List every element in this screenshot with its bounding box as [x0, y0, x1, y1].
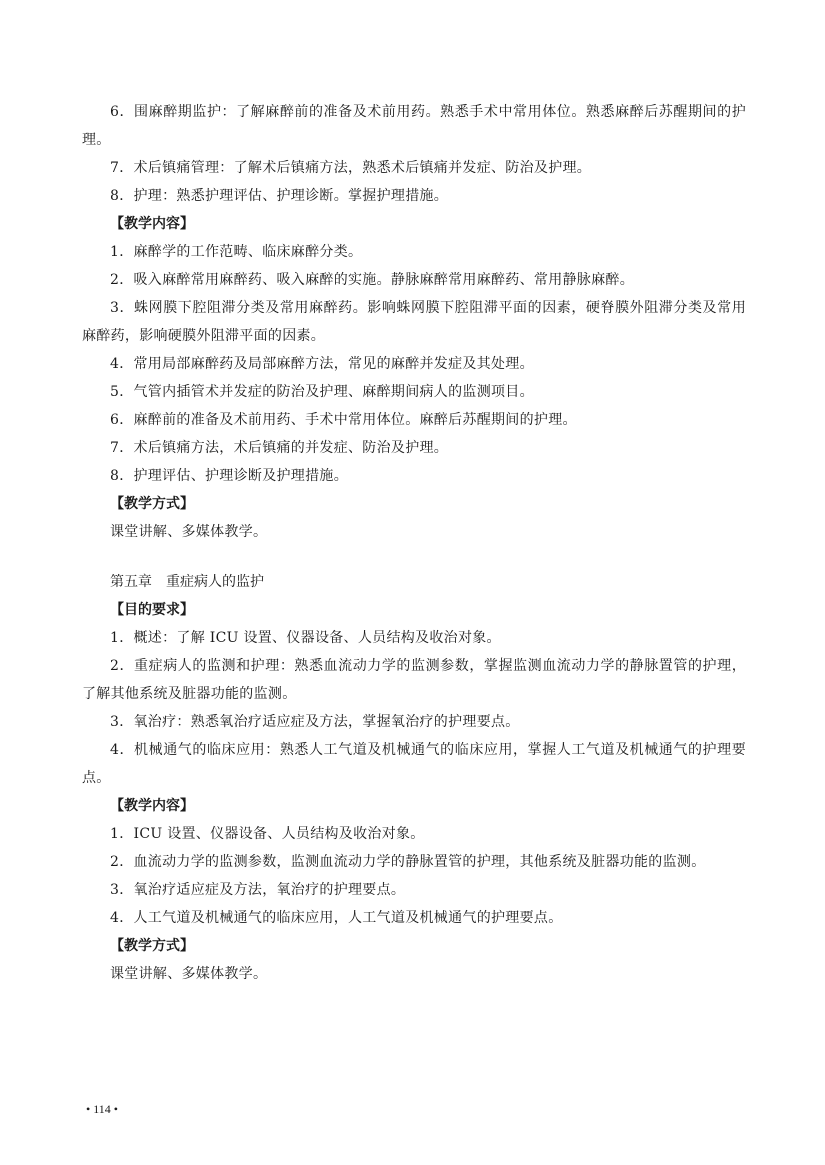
- list-item: 3．氧治疗：熟悉氧治疗适应症及方法，掌握氧治疗的护理要点。: [110, 714, 520, 730]
- list-item: 5．气管内插管术并发症的防治及护理、麻醉期间病人的监测项目。: [110, 384, 534, 400]
- chapter-title: 第五章 重症病人的监护: [110, 574, 264, 590]
- list-item: 4．机械通气的临床应用：熟悉人工气道及机械通气的临床应用，掌握人工气道及机械通气的护理要点。: [82, 742, 746, 786]
- list-item: 7．术后镇痛管理：了解术后镇痛方法，熟悉术后镇痛并发症、防治及护理。: [110, 160, 592, 176]
- goal-heading: 【目的要求】: [110, 602, 194, 618]
- list-item: 1．麻醉学的工作范畴、临床麻醉分类。: [110, 244, 363, 260]
- page-content: [82, 98, 746, 988]
- list-item: 2．重症病人的监测和护理：熟悉血流动力学的监测参数，掌握监测血流动力学的静脉置管的护理，了解其他系统及脏器功能的监测。: [82, 658, 746, 702]
- list-item: 4．人工气道及机械通气的临床应用，人工气道及机械通气的护理要点。: [110, 910, 563, 926]
- content-heading: 【教学内容】: [110, 216, 194, 232]
- list-item: 2．吸入麻醉常用麻醉药、吸入麻醉的实施。静脉麻醉常用麻醉药、常用静脉麻醉。: [110, 272, 635, 288]
- list-item: 8．护理评估、护理诊断及护理措施。: [110, 468, 349, 484]
- list-item: 8．护理：熟悉护理评估、护理诊断。掌握护理措施。: [110, 188, 449, 204]
- method-heading: 【教学方式】: [110, 496, 194, 512]
- method-heading: 【教学方式】: [110, 938, 194, 954]
- list-item: 1．ICU 设置、仪器设备、人员结构及收治对象。: [110, 826, 425, 842]
- list-item: 3．氧治疗适应症及方法，氧治疗的护理要点。: [110, 882, 406, 898]
- section-gap: [82, 546, 746, 568]
- page-number: • 114 •: [86, 1102, 118, 1116]
- list-item: 2．血流动力学的监测参数，监测血流动力学的静脉置管的护理，其他系统及脏器功能的监测。: [110, 854, 706, 870]
- method-text: 课堂讲解、多媒体教学。: [110, 966, 268, 982]
- method-text: 课堂讲解、多媒体教学。: [110, 524, 268, 540]
- list-item: 3．蛛网膜下腔阻滞分类及常用麻醉药。影响蛛网膜下腔阻滞平面的因素，硬脊膜外阻滞分类及常用麻醉药，影响硬膜外阻滞平面的因素。: [82, 300, 746, 344]
- list-item: 7．术后镇痛方法，术后镇痛的并发症、防治及护理。: [110, 440, 449, 456]
- list-item: 6．麻醉前的准备及术前用药、手术中常用体位。麻醉后苏醒期间的护理。: [110, 412, 577, 428]
- list-item: 1．概述：了解 ICU 设置、仪器设备、人员结构及收治对象。: [110, 630, 501, 646]
- list-item: 4．常用局部麻醉药及局部麻醉方法，常见的麻醉并发症及其处理。: [110, 356, 534, 372]
- list-item: 6．围麻醉期监护：了解麻醉前的准备及术前用药。熟悉手术中常用体位。熟悉麻醉后苏醒期间的护理。: [82, 104, 746, 148]
- content-heading: 【教学内容】: [110, 798, 194, 814]
